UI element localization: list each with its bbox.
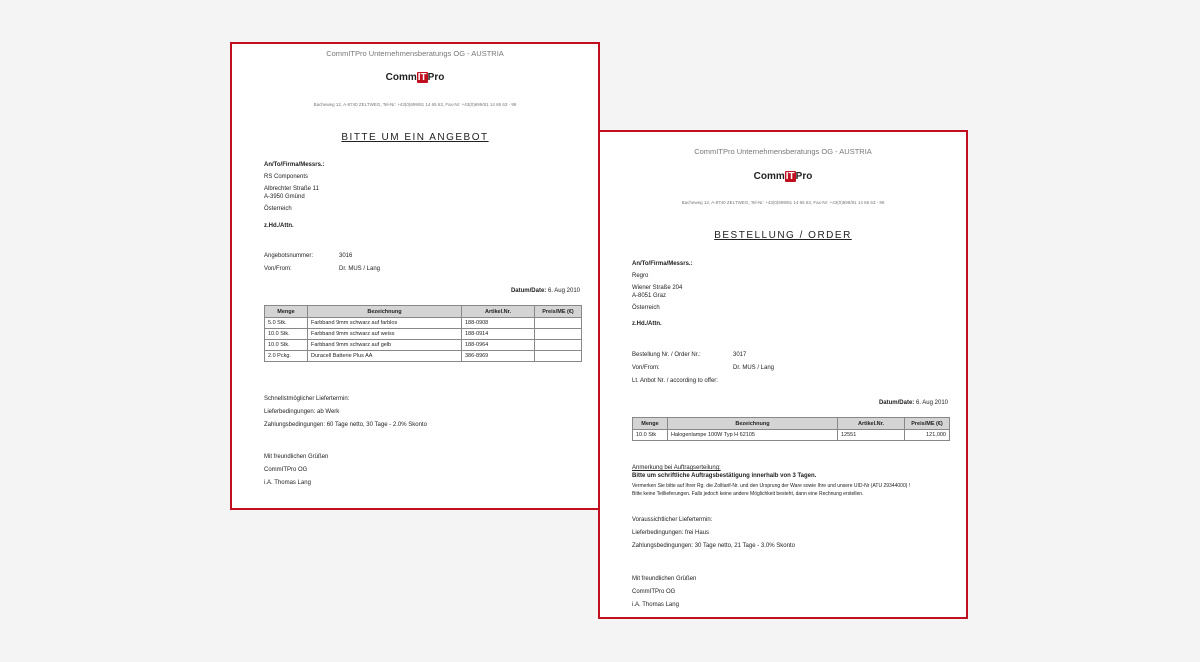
quantity-cell: 10.0 Stk. bbox=[265, 329, 308, 340]
from-label: Von/From: bbox=[264, 266, 292, 272]
article-number-cell: 386-8969 bbox=[462, 351, 535, 362]
company-header: CommITPro Unternehmensberatungs OG - AUSTRIA bbox=[694, 147, 872, 156]
offer-reference-label: Lt. Anbot Nr. / according to offer: bbox=[632, 378, 718, 384]
column-header: Artikel.Nr. bbox=[838, 418, 905, 430]
note-bold: Bitte um schriftliche Auftragsbestätigung innerhalb von 3 Tagen. bbox=[632, 473, 817, 479]
recipient-line: RS Components bbox=[264, 174, 309, 180]
note-heading: Anmerkung bei Auftragserteilung: bbox=[632, 465, 721, 471]
offer-number: 3016 bbox=[339, 253, 353, 259]
price-cell bbox=[535, 340, 582, 351]
items-table bbox=[632, 417, 950, 441]
purchase-order-document bbox=[598, 130, 968, 619]
document-title: BITTE UM EIN ANGEBOT bbox=[341, 132, 489, 143]
article-number-cell: 188-0908 bbox=[462, 318, 535, 329]
date-line: Datum/Date: 6. Aug 2010 bbox=[510, 288, 580, 294]
delivery-terms: Lieferbedingungen: frei Haus bbox=[632, 530, 710, 536]
delivery-date-label: Voraussichtlicher Liefertermin: bbox=[632, 517, 713, 523]
article-number-cell: 12551 bbox=[838, 430, 905, 441]
article-number-cell: 188-0914 bbox=[462, 329, 535, 340]
payment-terms: Zahlungsbedingungen: 60 Tage netto, 30 Tage - 2.0% Skonto bbox=[264, 422, 427, 428]
table-row bbox=[633, 430, 950, 441]
closing: Mit freundlichen Grüßen bbox=[264, 454, 329, 460]
recipient-line: Wiener Straße 204 bbox=[632, 285, 683, 291]
description-cell: Farbband 9mm schwarz auf gelb bbox=[308, 340, 462, 351]
quantity-cell: 2.0 Pckg. bbox=[265, 351, 308, 362]
recipient-line: Österreich bbox=[264, 206, 292, 212]
recipient-line: Albrechter Straße 11 bbox=[264, 186, 319, 192]
order-number-label: Bestellung Nr. / Order Nr.: bbox=[632, 352, 701, 358]
recipient-line: Regro bbox=[632, 273, 649, 279]
quantity-cell: 10.0 Stk bbox=[633, 430, 668, 441]
price-cell bbox=[535, 351, 582, 362]
note-line: Bitte keine Teillieferungen. Falls jedoch keine andere Möglichkeit besteht, dann eine Rechnung erstellen. bbox=[632, 491, 864, 497]
table-row bbox=[265, 318, 582, 329]
order-number: 3017 bbox=[733, 352, 747, 358]
table-row bbox=[265, 329, 582, 340]
company-address: Bacheweg 12, A-8740 ZELTWEG, Tel-Nr: +43(0)699/81 14 65 63, Fax-Nr: +43(0)699/81 14 65 63 - 99 bbox=[313, 102, 517, 107]
column-header: Artikel.Nr. bbox=[462, 306, 535, 318]
table-row bbox=[265, 351, 582, 362]
from-label: Von/From: bbox=[632, 365, 660, 371]
column-header: Menge bbox=[265, 306, 308, 318]
company-address: Bacheweg 12, A-8740 ZELTWEG, Tel-Nr: +43(0)699/81 14 65 63, Fax-Nr: +43(0)699/81 14 65 63 - 99 bbox=[681, 200, 885, 205]
offer-number-label: Angebotsnummer: bbox=[264, 253, 314, 259]
company-name: CommITPro OG bbox=[632, 589, 676, 595]
company-header: CommITPro Unternehmensberatungs OG - AUSTRIA bbox=[326, 49, 504, 58]
recipient-line: A-8051 Graz bbox=[632, 293, 667, 299]
document-title: BESTELLUNG / ORDER bbox=[714, 230, 852, 241]
signer: i.A. Thomas Lang bbox=[264, 480, 311, 486]
request-for-quote-document bbox=[230, 42, 600, 510]
table-row bbox=[265, 340, 582, 351]
column-header: Preis/ME (€) bbox=[905, 418, 950, 430]
article-number-cell: 188-0964 bbox=[462, 340, 535, 351]
description-cell: Halogenlampe 100W Typ H 62105 bbox=[668, 430, 838, 441]
delivery-date-label: Schnellstmöglicher Liefertermin: bbox=[264, 396, 350, 402]
items-table bbox=[264, 305, 582, 362]
description-cell: Farbband 9mm schwarz auf weiss bbox=[308, 329, 462, 340]
column-header: Bezeichnung bbox=[668, 418, 838, 430]
recipient-label: An/To/Firma/Messrs.: bbox=[264, 162, 325, 168]
quantity-cell: 10.0 Stk. bbox=[265, 340, 308, 351]
attn-label: z.Hd./Attn. bbox=[264, 223, 294, 229]
description-cell: Farbband 9mm schwarz auf farblos bbox=[308, 318, 462, 329]
price-cell bbox=[535, 318, 582, 329]
description-cell: Duracell Batterie Plus AA bbox=[308, 351, 462, 362]
price-cell: 121,000 bbox=[905, 430, 950, 441]
signer: i.A. Thomas Lang bbox=[632, 602, 679, 608]
company-logo: CommITPro bbox=[753, 171, 813, 182]
payment-terms: Zahlungsbedingungen: 30 Tage netto, 21 Tage - 3.0% Skonto bbox=[632, 543, 795, 549]
column-header: Bezeichnung bbox=[308, 306, 462, 318]
recipient-label: An/To/Firma/Messrs.: bbox=[632, 261, 693, 267]
note-line: Vermerken Sie bitte auf Ihrer Rg. die Zolltarif-Nr. und den Ursprung der Ware sowie Ihre und unsere UID-Nr (ATU 29344000) ! bbox=[632, 483, 911, 489]
quantity-cell: 5.0 Stk. bbox=[265, 318, 308, 329]
attn-label: z.Hd./Attn. bbox=[632, 321, 662, 327]
from-value: Dr. MUS / Lang bbox=[339, 266, 381, 272]
company-name: CommITPro OG bbox=[264, 467, 308, 473]
column-header: Menge bbox=[633, 418, 668, 430]
column-header: Preis/ME (€) bbox=[535, 306, 582, 318]
recipient-line: A-3950 Gmünd bbox=[264, 194, 305, 200]
recipient-line: Österreich bbox=[632, 305, 660, 311]
from-value: Dr. MUS / Lang bbox=[733, 365, 775, 371]
table-header-row bbox=[265, 306, 582, 318]
price-cell bbox=[535, 329, 582, 340]
table-header-row bbox=[633, 418, 950, 430]
company-logo: CommITPro bbox=[385, 72, 445, 83]
date-line: Datum/Date: 6. Aug 2010 bbox=[878, 400, 948, 406]
closing: Mit freundlichen Grüßen bbox=[632, 576, 697, 582]
delivery-terms: Lieferbedingungen: ab Werk bbox=[264, 409, 340, 415]
